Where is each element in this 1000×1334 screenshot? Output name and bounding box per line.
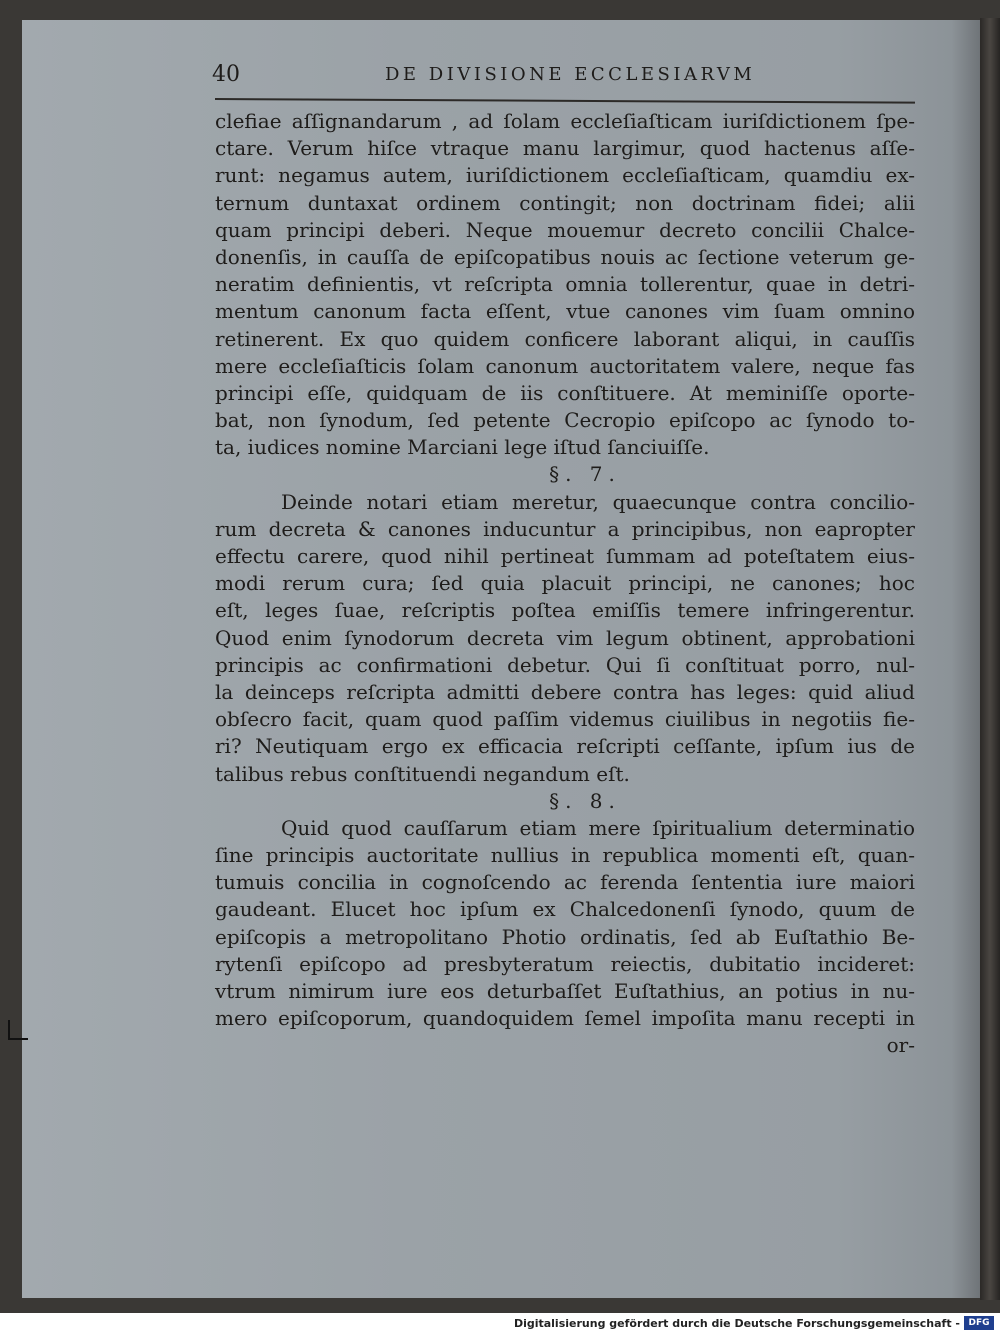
section-heading-8: §. 8. xyxy=(549,788,621,813)
text-line: Quid quod cauſſarum etiam mere ſpiritualium determinatio xyxy=(281,815,915,840)
text-line: mero epiſcoporum, quandoquidem ſemel impoſita manu recepti in xyxy=(215,1006,915,1031)
text-line: principis ac confirmationi debetur. Qui ſi conſtituat porro, nul- xyxy=(215,652,915,677)
text-line: effectu carere, quod nihil pertineat ſummam ad poteſtatem eius- xyxy=(215,544,915,568)
text-line: ta, iudices nomine Marciani lege iſtud ſanciuiſſe. xyxy=(215,435,710,460)
text-line: ſine principis auctoritate nullius in republica momenti eſt, quan- xyxy=(215,843,915,868)
dfg-logo: DFG xyxy=(964,1316,994,1330)
text-line: ctare. Verum hiſce vtraque manu largimur, quod hactenus aſſe- xyxy=(215,136,915,161)
text-line: rytenſi epiſcopo ad presbyteratum reiectis, dubitatio incideret: xyxy=(215,951,915,976)
body-text xyxy=(215,108,915,1060)
text-line: neratim definientis, vt reſcripta omnia tollerentur, quae in detri- xyxy=(215,272,915,297)
catchword: or- xyxy=(886,1033,915,1058)
text-line: Deinde notari etiam meretur, quaecunque contra concilio- xyxy=(281,489,915,514)
paragraph-2 xyxy=(215,489,915,788)
text-line: bat, non ſynodum, ſed petente Cecropio epiſcopo ac ſynodo to- xyxy=(215,408,915,433)
section-heading-7: §. 7. xyxy=(549,462,621,487)
text-line: vtrum nimirum iure eos deturbaſſet Euſtathius, an potius in nu- xyxy=(215,979,915,1003)
paragraph-3 xyxy=(215,815,915,1033)
text-line: talibus rebus conſtituendi negandum eſt. xyxy=(215,761,630,786)
text-line: clefiae aſſignandarum , ad ſolam eccleſiaſticam iuriſdictionem ſpe- xyxy=(215,109,915,133)
paragraph-1 xyxy=(215,108,915,461)
text-line: obſecro facit, quam quod paſſim videmus ciuilibus in negotiis fie- xyxy=(215,707,915,732)
funding-notice: Digitalisierung gefördert durch die Deutsche Forschungsgemeinschaft - xyxy=(513,1317,960,1330)
text-line: epiſcopis a metropolitano Photio ordinatis, ſed ab Euſtathio Be- xyxy=(215,924,915,949)
text-line: gaudeant. Elucet hoc ipſum ex Chalcedonenſi ſynodo, quum de xyxy=(215,897,915,922)
text-line: runt: negamus autem, iuriſdictionem eccleſiaſticam, quamdiu ex- xyxy=(215,163,915,188)
digitization-footer xyxy=(0,1313,1000,1334)
running-head: DE DIVISIONE ECCLESIARVM xyxy=(385,64,756,85)
text-line: tumuis concilia in cognoſcendo ac ferenda ſententia iure maiori xyxy=(215,870,915,895)
text-line: ri? Neutiquam ergo ex efficacia reſcripti ceſſante, ipſum ius de xyxy=(215,734,915,759)
text-line: Quod enim ſynodorum decreta vim legum obtinent, approbationi xyxy=(215,625,915,650)
page-number: 40 xyxy=(212,62,240,87)
crop-corner-mark xyxy=(8,1020,28,1040)
text-line: rum decreta & canones inducuntur a principibus, non eapropter xyxy=(215,516,915,541)
text-line: donenſis, in cauſſa de epiſcopatibus nouis ac ſectione veterum ge- xyxy=(215,244,915,269)
book-spine xyxy=(980,18,1000,1300)
text-line: principi eſſe, quidquam de iis conſtituere. At meminiſſe oporte- xyxy=(215,380,915,405)
text-line: mere eccleſiaſticis ſolam canonum auctoritatem valere, neque fas xyxy=(215,353,915,378)
text-line: modi rerum cura; ſed quia placuit principi, ne canones; hoc xyxy=(215,571,915,596)
text-line: la deinceps reſcripta admitti debere contra has leges: quid aliud xyxy=(215,679,915,704)
text-line: ternum duntaxat ordinem contingit; non doctrinam fidei; alii xyxy=(215,190,915,215)
text-line: eſt, leges ſuae, reſcriptis poſtea emiſſis temere infringerentur. xyxy=(215,598,915,623)
text-line: quam principi deberi. Neque mouemur decreto concilii Chalce- xyxy=(215,217,915,242)
text-line: retinerent. Ex quo quidem conficere laborant aliqui, in cauſſis xyxy=(215,326,915,351)
text-line: mentum canonum facta eſſent, vtue canones vim ſuam omnino xyxy=(215,299,915,324)
